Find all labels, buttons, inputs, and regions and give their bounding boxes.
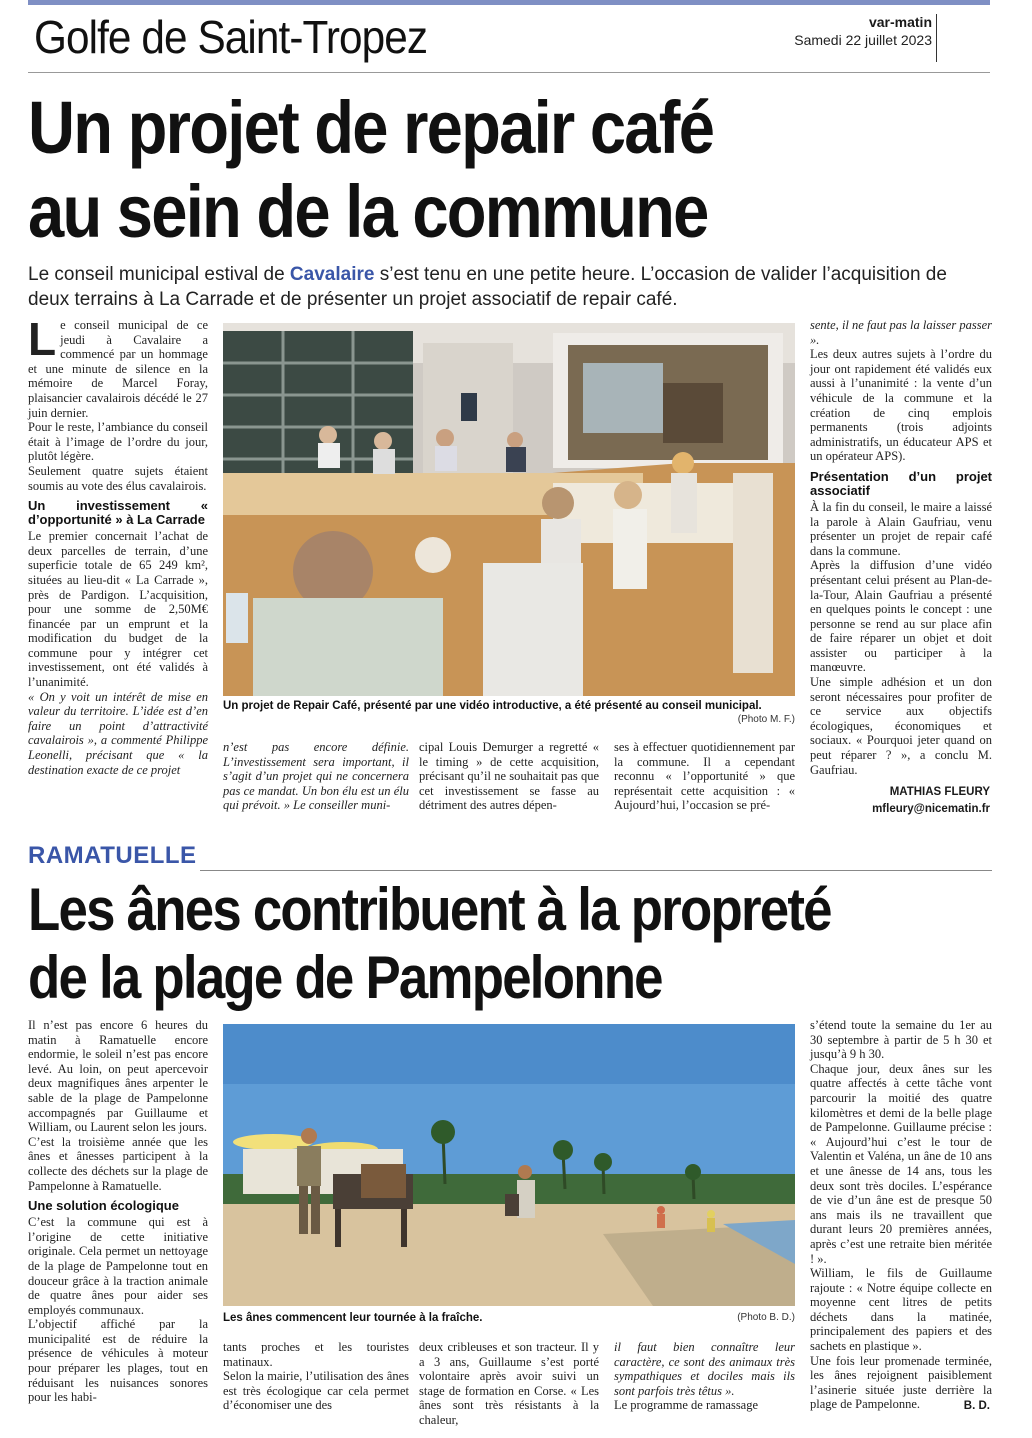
donkeys-beach-illustration xyxy=(223,1024,795,1306)
article1-byline xyxy=(872,784,990,818)
subheading: Un investissement « d’opportunité » à La Carrade xyxy=(28,498,208,528)
chapo-place: Cavalaire xyxy=(289,264,375,285)
paragraph: cipal Louis Demurger a regretté « le timing » de cette acquisition, précisant qu’il ne souhaitait pas que cet investissement se fasse au détriment des autres dépen- xyxy=(419,740,599,813)
article1-column-4 xyxy=(614,740,795,813)
paragraph: L’objectif affiché par la municipalité est de réduire la présence de véhicules à moteur pour préparer les plages, tout en réduisant les nuisances sonores pour les habi- xyxy=(28,1317,208,1405)
chapo-text-1: Le conseil municipal estival de xyxy=(28,264,290,285)
paragraph: Selon la mairie, l’utilisation des ânes est très écologique car cela permet d’économiser une des xyxy=(223,1369,409,1413)
paragraph: C’est la commune qui est à l’origine de cette initiative originale. Cela permet un nettoyage de la plage de Pampelonne tout en douceur grâce à la traction animale de quatre ânes pour aider ses employés communaux. xyxy=(28,1215,208,1317)
article2-byline: B. D. xyxy=(963,1400,990,1412)
article1-headline xyxy=(28,86,943,254)
photo-credit: (Photo M. F.) xyxy=(737,714,795,725)
paragraph: e conseil municipal de ce jeudi à Cavalaire a commencé par un hommage et une minute de silence en la mémoire de Marcel Foray, plaisancier cavalairois décédé le 27 juin dernier. xyxy=(28,318,208,420)
paragraph: Une simple adhésion et un don seront nécessaires pour profiter de ce service aux objectifs écologiques, économiques et sociaux. « Pourquoi jeter quand on peut réparer ? », a conclu M. Gaufriau. xyxy=(810,675,992,777)
article2-headline xyxy=(28,876,996,1012)
article2-column-4 xyxy=(614,1340,795,1413)
article2-column-2 xyxy=(223,1340,409,1413)
caption-text: Un projet de Repair Café, présenté par une vidéo introductive, a été présenté au conseil municipal. xyxy=(223,700,762,712)
article1-chapo xyxy=(28,262,992,312)
article1-headline-line2: au sein de la commune xyxy=(28,170,708,253)
section-title: Golfe de Saint-Tropez xyxy=(34,11,428,63)
article1-column-3 xyxy=(419,740,599,813)
article2-caption xyxy=(223,1311,795,1325)
article2-kicker: RAMATUELLE xyxy=(28,842,197,869)
article1-headline-line1: Un projet de repair café xyxy=(28,86,714,169)
quote-paragraph: « On y voit un intérêt de mise en valeur du territoire. L’idée est d’en faire un point d’attractivité cavalairois », a commenté Philippe Leonelli, précisant que « la destination exacte de ce projet xyxy=(28,689,208,777)
article2-column-3 xyxy=(419,1340,599,1428)
paragraph: Seulement quatre sujets étaient soumis au vote des élus cavalairois. xyxy=(28,463,208,493)
kicker-rule xyxy=(200,870,992,871)
masthead xyxy=(794,14,932,48)
paragraph: William, le fils de Guillaume rajoute : « Notre équipe collecte en moyenne cent litres de petits déchets dans la matinée, principalement des papiers et des sachets en plastique ». xyxy=(810,1266,992,1354)
paragraph: Le programme de ramassage xyxy=(614,1398,759,1413)
donkeys-beach-photo xyxy=(223,1024,795,1306)
paragraph: Chaque jour, deux ânes sur les quatre affectés à cette tâche vont parcourir la moitié des quatre kilomètres et demi de la belle plage de Pampelonne. Guillaume précise : « Aujourd’hui c’est le tour de Valentin et Valéna, un âne de 10 ans et une ânesse de 14 ans, tous les deux sont très dociles. L’espérance de vie d’un âne est de presque 50 ans mais ils ne travaillent que durant leurs 20 premières années, après c’est une retraite bien méritée ! ». xyxy=(810,1061,992,1266)
paragraph: ses à effectuer quotidiennement par la commune. Il a cependant reconnu « l’opportunité » que représentait cette acquisition : « Aujourd’hui, l’occasion se pré- xyxy=(614,740,795,813)
article2-column-5 xyxy=(810,1018,992,1412)
subheading: Une solution écologique xyxy=(28,1198,179,1214)
article1-column-1 xyxy=(28,313,208,777)
article1-column-5 xyxy=(810,318,992,777)
article2-column-1 xyxy=(28,1018,208,1405)
council-meeting-illustration xyxy=(223,323,795,696)
paragraph: deux cribleuses et son tracteur. Il y a 3 ans, Guillaume s’est porté volontaire après avoir suivi un stage de formation en Corse. « Les ânes sont très résistants à la chaleur, xyxy=(419,1340,599,1427)
article1-caption xyxy=(223,699,795,727)
masthead-divider xyxy=(936,14,937,62)
publication-date: Samedi 22 juillet 2023 xyxy=(794,32,932,48)
article1-column-2 xyxy=(223,740,409,813)
author-email: mfleury@nicematin.fr xyxy=(872,803,990,815)
paragraph: À la fin du conseil, le maire a laissé la parole à Alain Gaufriau, venu présenter un projet de repair café dans la commune. xyxy=(810,499,992,558)
paragraph: Il n’est pas encore 6 heures du matin à Ramatuelle encore endormie, le soleil n’est pas encore levé. Au loin, on peut apercevoir deux magnifiques ânes arpenter le sable de la plage de Pampelonne accompagnés par Guillaume et William, ou Laurent selon les jours. xyxy=(28,1018,208,1135)
article2-headline-line2: de la plage de Pampelonne xyxy=(28,944,662,1011)
header-rule xyxy=(28,72,990,73)
dropcap: L xyxy=(28,313,57,365)
caption-text: Les ânes commencent leur tournée à la fraîche. xyxy=(223,1312,483,1324)
paragraph: Une fois leur promenade terminée, les ânes rejoignent paisiblement l’asinerie située juste derrière la plage de Pampelonne. xyxy=(810,1353,992,1412)
paragraph: Pour le reste, l’ambiance du conseil était à l’image de l’ordre du jour, plutôt légère. xyxy=(28,420,208,464)
brand-name: var-matin xyxy=(868,14,932,30)
council-meeting-photo xyxy=(223,323,795,696)
paragraph: s’étend toute la semaine du 1er au 30 septembre à partir de 5 h 30 et jusqu’à 9 h 30. xyxy=(810,1018,992,1062)
top-color-bar xyxy=(28,0,990,5)
photo-credit: (Photo B. D.) xyxy=(737,1312,795,1323)
paragraph: n’est pas encore définie. L’investissement sera important, il s’agit d’un projet qui ne concernera pas ce mandat. Un bon élu est un élu qui prévoit. » Le conseiller muni- xyxy=(223,740,409,813)
paragraph: Le premier concernait l’achat de deux parcelles de terrain, d’une superficie totale de 65 249 km², situées au lieu-dit « La Carrade », près de Pardigon. L’acquisition, pour une somme de 2,50M€ financée par un emprunt et la modification du budget de la commune pour y intégrer cet investissement, ont été validés à l’unanimité. xyxy=(28,529,208,690)
paragraph: tants proches et les touristes matinaux. xyxy=(223,1340,409,1369)
paragraph: il faut bien connaître leur caractère, ce sont des animaux très sympathiques et dociles mais ils sont parfois très têtus ». xyxy=(614,1340,795,1398)
paragraph: sente, il ne faut pas la laisser passer ». xyxy=(810,318,992,347)
article2-headline-line1: Les ânes contribuent à la propreté xyxy=(28,876,831,943)
author-name: MATHIAS FLEURY xyxy=(889,786,990,798)
paragraph: Les deux autres sujets à l’ordre du jour ont rapidement été validés eux aussi à l’unanimité : la vente d’un véhicule de la commune et la création de cinq emplois permanents (trois adjoints administratifs, un éducateur APS et un opérateur APS). xyxy=(810,347,992,464)
paragraph: C’est la troisième année que les ânes et ânesses participent à la collecte des déchets sur la plage de Pampelonne à Ramatuelle. xyxy=(28,1134,208,1193)
subheading: Présentation d’un projet associatif xyxy=(810,468,992,498)
chapo-text-2: s’est tenu en une petite heure. L’occasion de valider l’acquisition de deux terrains à La Carrade et de présenter un projet associatif de repair café. xyxy=(28,264,947,310)
paragraph: Après la diffusion d’une vidéo présentant celui présent au Plan-de-la-Tour, Alain Gaufriau a présenté en quelques points le concept : une personne se rend au sur place afin de faire réparer un objet et doit assister ou participer à la manœuvre. xyxy=(810,558,992,675)
